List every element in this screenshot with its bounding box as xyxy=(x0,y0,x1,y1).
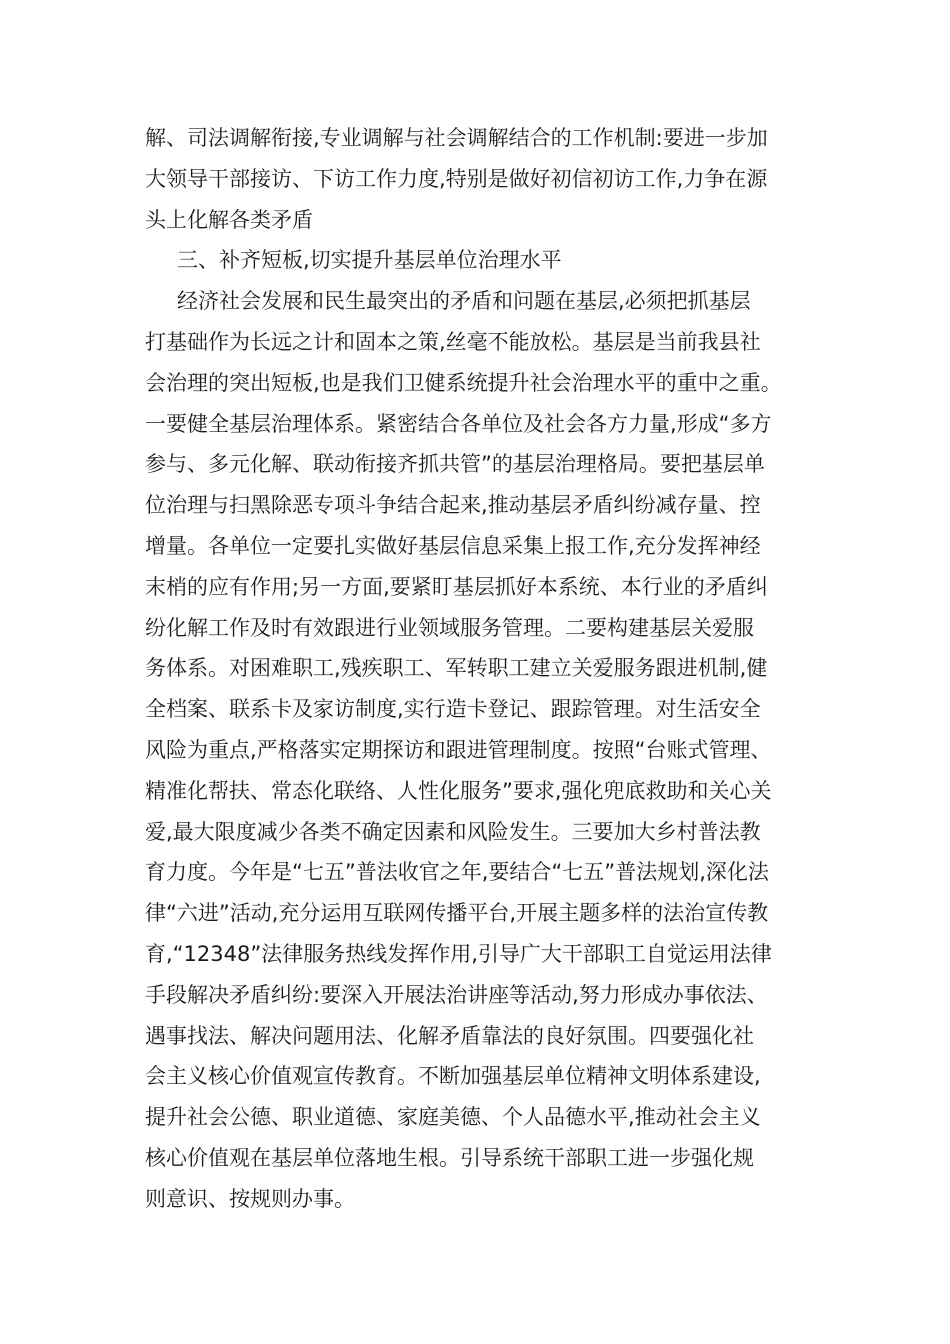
paragraph-start-line: 经济社会发展和民生最突出的矛盾和问题在基层,必须把抓基层 xyxy=(177,289,751,314)
text-line: 律“六进”活动,充分运用互联网传播平台,开展主题多样的法治宣传教 xyxy=(145,901,769,926)
text-line: 增量。各单位一定要扎实做好基层信息采集上报工作,充分发挥神经 xyxy=(145,533,761,558)
text-line: 提升社会公德、职业道德、家庭美德、个人品德水平,推动社会主义 xyxy=(145,1105,761,1130)
text-line: 会主义核心价值观宣传教育。不断加强基层单位精神文明体系建设, xyxy=(145,1064,761,1089)
text-line: 解、司法调解衔接,专业调解与社会调解结合的工作机制:要进一步加 xyxy=(145,126,768,150)
text-line: 务体系。对困难职工,残疾职工、军转职工建立关爱服务跟进机制,健 xyxy=(145,656,768,681)
text-line: 核心价值观在基层单位落地生根。引导系统干部职工进一步强化规 xyxy=(145,1145,754,1170)
text-line: 位治理与扫黑除恶专项斗争结合起来,推动基层矛盾纠纷减存量、控 xyxy=(145,493,761,518)
text-line: 打基础作为长远之计和固本之策,丝毫不能放松。基层是当前我县社 xyxy=(145,329,761,354)
text-line: 纷化解工作及时有效跟进行业领域服务管理。二要构建基层关爱服 xyxy=(145,615,754,640)
text-line: 参与、多元化解、联动衔接齐抓共管”的基层治理格局。要把基层单 xyxy=(145,452,765,477)
text-line: 遇事找法、解决问题用法、化解矛盾靠法的良好氛围。四要强化社 xyxy=(145,1023,754,1048)
text-line: 手段解决矛盾纠纷:要深入开展法治讲座等活动,努力形成办事依法、 xyxy=(145,982,768,1007)
text-line: 末梢的应有作用;另一方面,要紧盯基层抓好本系统、本行业的矛盾纠 xyxy=(145,574,768,599)
paragraph-start-line: 三、补齐短板,切实提升基层单位治理水平 xyxy=(177,248,562,273)
text-line: 头上化解各类矛盾 xyxy=(145,207,313,232)
body-text xyxy=(145,118,815,1220)
text-line: 会治理的突出短板,也是我们卫健系统提升社会治理水平的重中之重。 xyxy=(145,370,782,395)
text-line: 风险为重点,严格落实定期探访和跟进管理制度。按照“台账式管理、 xyxy=(145,737,772,762)
text-line: 则意识、按规则办事。 xyxy=(145,1186,355,1211)
text-line: 全档案、联系卡及家访制度,实行造卡登记、跟踪管理。对生活安全 xyxy=(145,697,761,722)
text-line: 爱,最大限度减少各类不确定因素和风险发生。三要加大乡村普法教 xyxy=(145,819,761,844)
text-line: 一要健全基层治理体系。紧密结合各单位及社会各方力量,形成“多方 xyxy=(145,411,772,436)
text-line: 大领导干部接访、下访工作力度,特别是做好初信初访工作,力争在源 xyxy=(145,166,768,191)
text-line: 育,“12348”法律服务热线发挥作用,引导广大干部职工自觉运用法律 xyxy=(145,941,772,966)
text-line: 精准化帮扶、常态化联络、人性化服务”要求,强化兜底救助和关心关 xyxy=(145,778,772,803)
text-line: 育力度。今年是“七五”普法收官之年,要结合“七五”普法规划,深化法 xyxy=(145,860,769,885)
